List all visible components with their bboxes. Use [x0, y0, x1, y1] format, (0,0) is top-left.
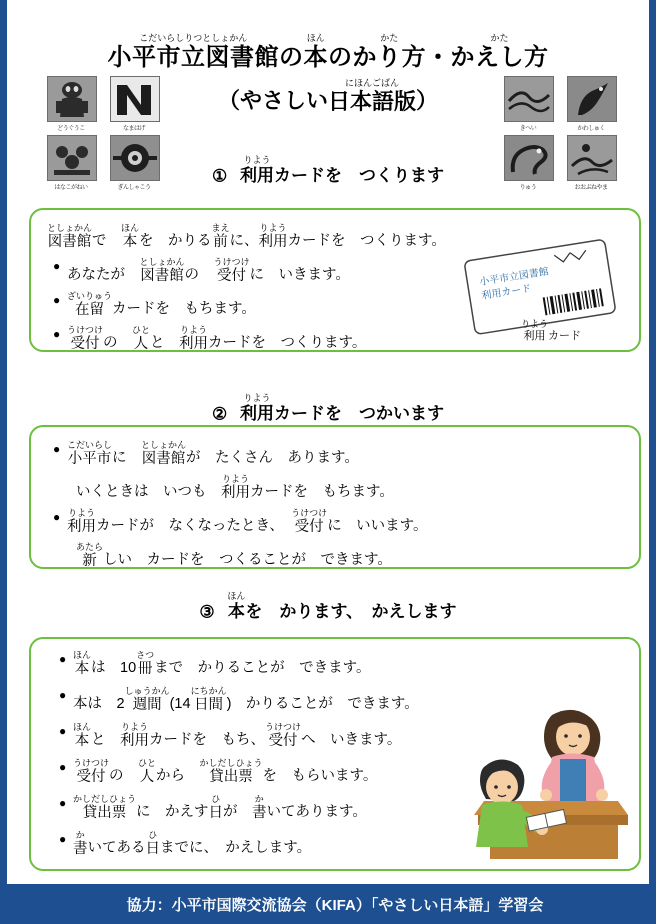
section-3-line-6: ● か 書 いてある ひ 日 までに、 かえします。: [59, 830, 312, 857]
section-3-box: [29, 637, 641, 871]
bullet-icon: ●: [53, 442, 61, 456]
stamp-image: [110, 76, 160, 122]
stamp-caption: きへい: [519, 126, 537, 132]
document-header: [7, 0, 649, 195]
stamp-doukuukoubou: [47, 76, 95, 132]
section-1-line-3: ● ざいりゅう 在留 カードを もちます。: [53, 291, 256, 318]
section-2-box: [29, 425, 641, 569]
bullet-icon: ●: [53, 259, 61, 273]
section-3-line-4: ● うけつけ 受付 の ひと 人 から かしだしひょう 貸出票 を もらいます。: [59, 758, 378, 785]
stamp-image: [567, 76, 617, 122]
bullet-icon: ●: [53, 510, 61, 524]
stamp-caption: ぎんしゃこう: [117, 185, 151, 191]
bullet-icon: ●: [59, 796, 67, 810]
library-card-caption: りよう 利用 カード: [520, 319, 581, 343]
stamp-caption: なまはげ: [122, 126, 145, 132]
section-1-number: ①: [212, 166, 228, 186]
section-3-number: ③: [199, 602, 215, 622]
svg-text:利用カード: 利用カード: [480, 283, 533, 302]
bullet-icon: ●: [59, 652, 67, 666]
bullet-icon: ●: [59, 724, 67, 738]
stamp-caption: おおぶねやま: [574, 185, 608, 191]
section-1-line-2: ●あなたが としょかん 図書館 の うけつけ 受付 に いきます。: [53, 257, 350, 284]
footer-credit: 協力：小平市国際交流協会（KIFA）「やさしい日本語」学習会: [7, 884, 656, 924]
bullet-icon: ●: [59, 832, 67, 846]
section-1-line-4: ● うけつけ 受付 の ひと 人 と りよう 利用 カードを つくります。: [53, 325, 367, 352]
section-3-line-3: ● ほん 本 と りよう 利用 カードを もち、 うけつけ 受付 へ いきます。: [59, 722, 402, 749]
stamp-kihei: [504, 76, 552, 132]
stamp-caption: どうぐうこ: [57, 126, 85, 132]
stamp-image: [504, 76, 554, 122]
svg-text:小平市立図書館: 小平市立図書館: [478, 266, 550, 289]
section-1-line-1: としょかん 図書館 で ほん 本 を かりる まえ 前 に、 りよう 利用 カードを つくります。: [47, 223, 446, 250]
section-3-line-5: ● かしだしひょう 貸出票 に かえす ひ 日 が か 書 いてあります。: [59, 794, 367, 821]
section-3-line-2: ●本は 2 しゅうかん 週間 (14 にちかん 日間 ) かりることが できます。: [59, 686, 419, 713]
section-2-heading: ② りよう 利用 カードを つかいます: [212, 393, 444, 424]
section-2-line-4: あたら 新 しい カードを つくることが できます。: [76, 542, 392, 569]
section-2-number: ②: [212, 404, 228, 424]
stamp-namomi: [110, 76, 158, 132]
stamp-caption: はなこがねい: [54, 185, 88, 191]
section-1-heading: ① りよう 利用 カードを つくります: [212, 155, 444, 186]
section-3-heading: ③ ほん 本 を かります、 かえします: [199, 591, 457, 622]
section-1-box: [29, 208, 641, 352]
bullet-icon: ●: [59, 760, 67, 774]
section-3-line-1: ● ほん 本 は 10 さつ 冊 まで かりることが できます。: [59, 650, 371, 677]
section-2-line-1: ● こだいらし 小平市 に としょかん 図書館 が たくさん あります。: [53, 440, 359, 467]
bullet-icon: ●: [53, 327, 61, 341]
section-2-line-3: ● りよう 利用 カードが なくなったとき、 うけつけ 受付 に いいます。: [53, 508, 428, 535]
stamp-kawashuku: [567, 76, 615, 132]
title-line-2: （やさしい にほんごばん 日本語版 ）: [217, 77, 439, 114]
stamp-image: [47, 76, 97, 122]
library-counter-illustration: [456, 701, 636, 866]
stamp-caption: かわしゅく: [577, 126, 605, 132]
title-line-1: こだいらしりつとしょかん 小平市立図書館 の ほん 本 の かた かり方 ・ かた かえし方: [107, 33, 549, 71]
bullet-icon: ●: [53, 293, 61, 307]
bullet-icon: ●: [59, 688, 67, 702]
stamp-caption: りゅう: [519, 185, 537, 191]
section-2-line-2: いくときは いつも りよう 利用 カードを もちます。: [76, 474, 394, 501]
